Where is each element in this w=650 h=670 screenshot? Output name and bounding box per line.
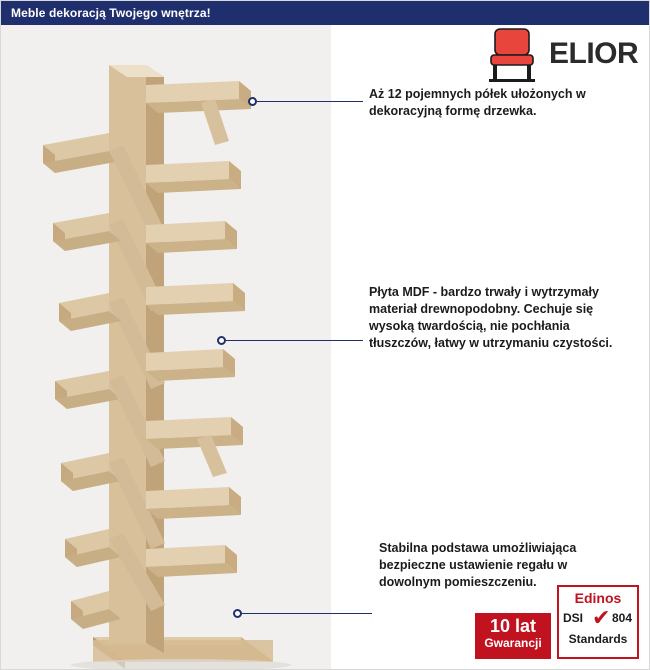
product-image xyxy=(1,25,331,670)
edinos-badge-dsi: DSI xyxy=(563,611,584,625)
callout-dot-material xyxy=(217,336,226,345)
edinos-badge-standards: Standards xyxy=(568,632,628,646)
warranty-badge xyxy=(475,613,551,659)
edinos-badge xyxy=(557,585,639,659)
top-banner: Meble dekoracją Twojego wnętrza! xyxy=(1,1,650,25)
warranty-badge-label: Gwarancji xyxy=(484,636,542,650)
callout-leader-shelves xyxy=(257,101,363,102)
edinos-badge-middle xyxy=(559,606,637,632)
check-icon: ✔ xyxy=(592,605,611,630)
callout-base-text: Stabilna podstawa umożliwiająca bezpieczne ustawienie regału w dowolnym pomieszczeniu. xyxy=(379,541,577,589)
callout-dot-base xyxy=(233,609,242,618)
edinos-badge-title: Edinos xyxy=(574,590,622,606)
chair-icon xyxy=(483,27,545,83)
callout-dot-shelves xyxy=(248,97,257,106)
logo-wordmark: ELIOR xyxy=(549,37,639,70)
edinos-badge-number: 804 xyxy=(611,611,632,625)
callout-leader-base xyxy=(242,613,372,614)
callout-leader-material xyxy=(226,340,363,341)
brand-logo xyxy=(477,27,637,83)
warranty-badge-years: 10 lat xyxy=(489,616,537,636)
bookshelf-illustration xyxy=(1,25,331,670)
callout-shelves-text: Aż 12 pojemnych półek ułożonych w dekoracyjną formę drzewka. xyxy=(369,87,586,118)
callout-material-text: Płyta MDF - bardzo trwały i wytrzymały materiał drewnopodobny. Cechuje się wysoką twardością, nie pochłania tłuszczów, łatwy w utrzymaniu czystości. xyxy=(369,285,613,350)
